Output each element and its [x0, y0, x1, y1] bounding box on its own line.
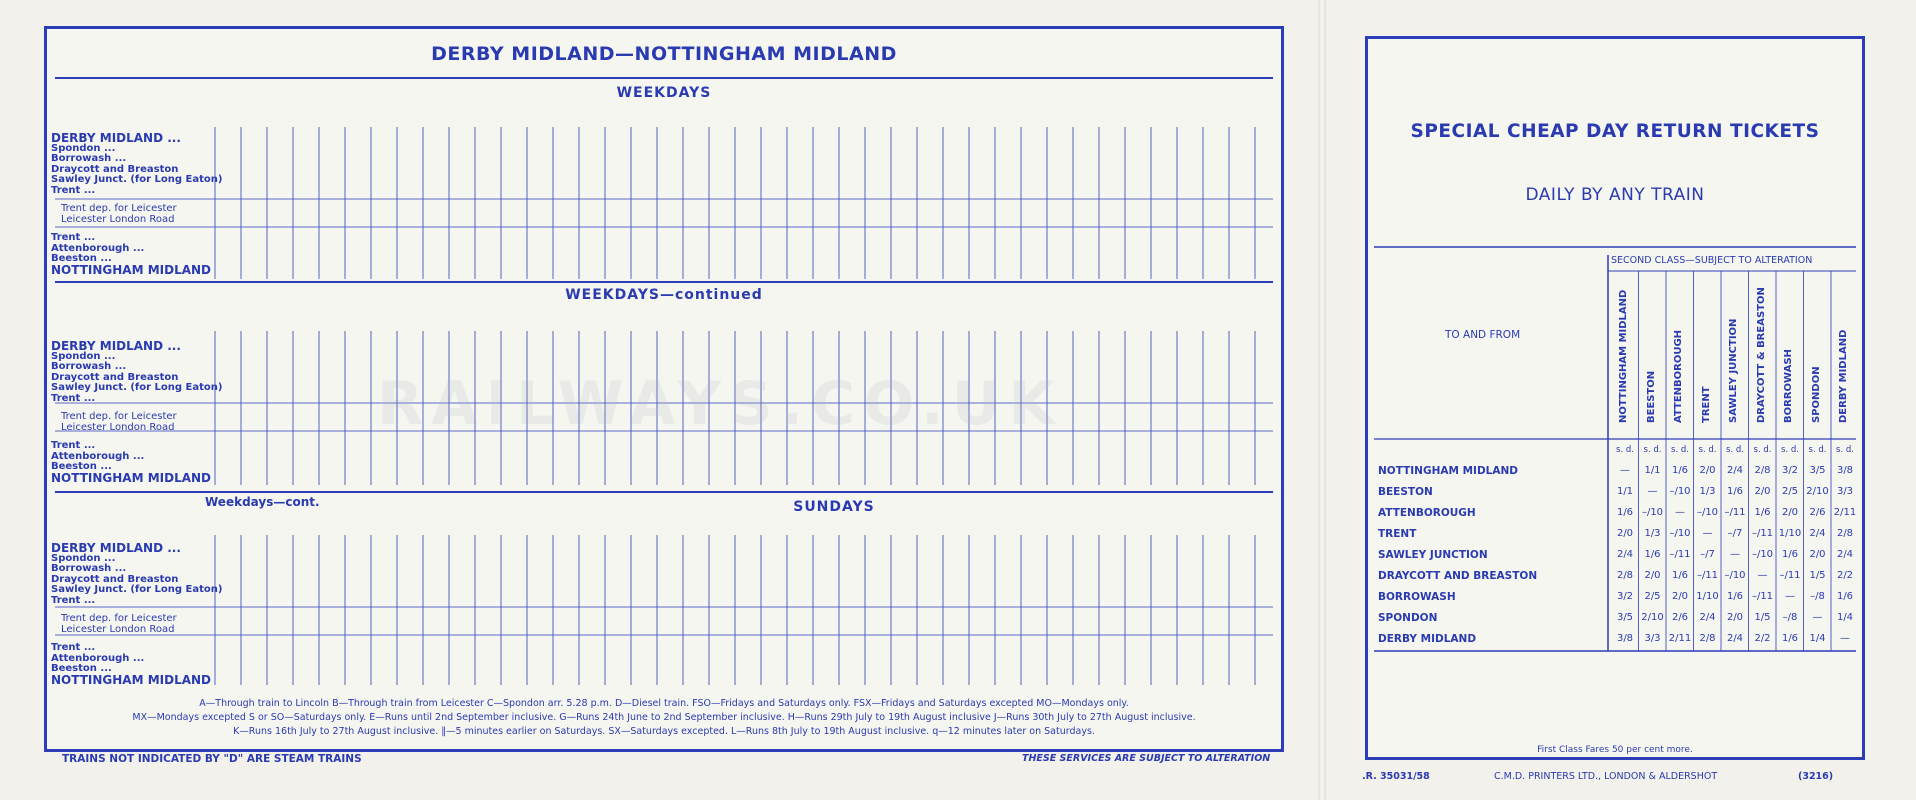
to-and-from-label: TO AND FROM — [1445, 329, 1521, 341]
station-label: Draycott and Breaston — [51, 163, 179, 175]
station-label: Borrowash ... — [51, 153, 127, 164]
fare-column-header: DRAYCOTT & BREASTON — [1755, 287, 1767, 423]
fare-cell: –/10 — [1696, 507, 1719, 518]
fare-cell: –/11 — [1779, 570, 1801, 581]
fare-cell: 2/4 — [1616, 549, 1634, 560]
fare-row-station: BORROWASH — [1378, 591, 1456, 603]
fare-cell: 2/10 — [1806, 486, 1829, 497]
fare-row-station: DRAYCOTT AND BREASTON — [1378, 570, 1538, 582]
station-label: Leicester London Road — [61, 623, 175, 635]
station-label: Draycott and Breaston — [51, 371, 179, 383]
fare-cell: 2/6 — [1671, 612, 1689, 623]
reference-number: .R. 35031/58 — [1362, 771, 1430, 782]
currency-unit-label: s. d. — [1753, 445, 1772, 455]
fare-cell: 2/0 — [1754, 486, 1771, 497]
fare-cell: 2/4 — [1726, 633, 1744, 644]
fare-column-header: SAWLEY JUNCTION — [1728, 318, 1739, 423]
fare-cell: 3/5 — [1616, 612, 1634, 623]
fare-cell: — — [1647, 486, 1658, 497]
fare-cell: –/10 — [1751, 549, 1774, 560]
fare-row-station: ATTENBOROUGH — [1378, 507, 1476, 519]
sundays-heading: SUNDAYS — [793, 499, 875, 515]
fare-row-station: SAWLEY JUNCTION — [1378, 549, 1488, 561]
fare-cell: –/11 — [1669, 549, 1691, 560]
fare-cell: 1/6 — [1671, 465, 1689, 476]
station-label: DERBY MIDLAND ... — [51, 131, 181, 145]
timetable-panel — [44, 26, 1284, 752]
currency-unit-label: s. d. — [1726, 445, 1744, 455]
station-label: Leicester London Road — [61, 213, 175, 225]
fare-cell: –/8 — [1782, 612, 1798, 623]
fare-column-header: BORROWASH — [1783, 349, 1794, 423]
print-code: (3216) — [1798, 771, 1834, 782]
fare-cell: 2/4 — [1699, 612, 1716, 623]
station-label: NOTTINGHAM MIDLAND — [51, 262, 212, 277]
fare-cell: 1/4 — [1809, 633, 1826, 644]
fare-column-header: NOTTINGHAM MIDLAND — [1618, 289, 1629, 423]
fare-cell: –/8 — [1810, 591, 1825, 602]
paper-fold — [1318, 0, 1326, 800]
fare-cell: 1/10 — [1778, 528, 1802, 539]
fare-cell: 3/8 — [1836, 465, 1854, 476]
fare-cell: –/11 — [1751, 528, 1774, 539]
steam-trains-note: TRAINS NOT INDICATED BY "D" ARE STEAM TRAINS — [62, 753, 362, 765]
weekdays-cont-heading: Weekdays—cont. — [205, 495, 320, 509]
fare-cell: –/10 — [1724, 570, 1746, 581]
fare-cell: 3/8 — [1616, 633, 1634, 644]
fare-cell: 1/6 — [1644, 549, 1661, 560]
fare-cell: 1/1 — [1616, 486, 1634, 497]
fare-column-header: ATTENBOROUGH — [1673, 329, 1684, 423]
fare-column-header: BEESTON — [1645, 370, 1657, 423]
fare-cell: 1/6 — [1726, 486, 1744, 497]
fare-row-station: DERBY MIDLAND — [1378, 633, 1477, 645]
fares-panel — [1365, 36, 1865, 760]
alteration-note: THESE SERVICES ARE SUBJECT TO ALTERATION — [1022, 753, 1271, 764]
station-label: Sawley Junct. (for Long Eaton) — [51, 382, 223, 393]
fare-cell: 2/4 — [1726, 465, 1744, 476]
fare-cell: –/7 — [1700, 549, 1715, 560]
fare-cell: 2/0 — [1616, 528, 1634, 539]
station-label: Beeston ... — [51, 461, 112, 472]
footnote-line: A—Through train to Lincoln B—Through train from Leicester C—Spondon arr. 5.28 p.m. D—Diesel train. FSO—Fridays and Saturdays only. FSX—Fridays and Saturdays excepted MO—Mondays only. — [199, 698, 1129, 709]
station-label: Trent ... — [51, 392, 96, 404]
currency-unit-label: s. d. — [1836, 445, 1854, 455]
fare-cell: 2/4 — [1809, 528, 1826, 539]
currency-unit-label: s. d. — [1671, 445, 1689, 455]
fare-cell: 1/3 — [1699, 486, 1716, 497]
fare-cell: 2/5 — [1781, 486, 1799, 497]
fare-cell: 2/8 — [1754, 465, 1771, 476]
second-class-header: SECOND CLASS—SUBJECT TO ALTERATION — [1611, 255, 1813, 266]
station-label: Spondon ... — [51, 142, 116, 154]
fare-cell: 1/10 — [1696, 591, 1719, 602]
fare-cell: 2/2 — [1836, 570, 1854, 581]
fare-cell: 2/0 — [1644, 570, 1661, 581]
fare-cell: 2/11 — [1833, 507, 1857, 518]
fares-subtitle: DAILY BY ANY TRAIN — [1525, 185, 1705, 205]
station-label: Sawley Junct. (for Long Eaton) — [51, 174, 223, 185]
station-label: Beeston ... — [51, 253, 112, 264]
fare-cell: — — [1812, 612, 1823, 623]
station-label: Spondon ... — [51, 552, 116, 564]
station-label: Trent ... — [51, 232, 96, 243]
fare-cell: 2/0 — [1809, 549, 1826, 560]
fare-cell: 1/1 — [1644, 465, 1661, 476]
station-label: NOTTINGHAM MIDLAND — [51, 672, 212, 687]
station-label: Trent dep. for Leicester — [61, 613, 177, 624]
fare-cell: –/10 — [1641, 507, 1664, 518]
station-label: Trent ... — [51, 642, 96, 653]
fare-column-header: SPONDON — [1810, 366, 1822, 423]
fare-row-station: SPONDON — [1378, 612, 1438, 624]
timetable-title: DERBY MIDLAND—NOTTINGHAM MIDLAND — [431, 43, 897, 65]
currency-unit-label: s. d. — [1698, 445, 1717, 455]
fare-cell: 1/3 — [1644, 528, 1661, 539]
station-label: Draycott and Breaston — [51, 573, 179, 585]
fare-cell: — — [1730, 549, 1740, 560]
station-label: Borrowash ... — [51, 563, 127, 574]
fare-cell: 2/6 — [1809, 507, 1826, 518]
fare-cell: –/10 — [1669, 486, 1691, 497]
fare-cell: 1/5 — [1754, 612, 1771, 623]
footnotes — [67, 697, 1261, 739]
fare-cell: 3/2 — [1781, 465, 1799, 476]
station-label: DERBY MIDLAND ... — [51, 541, 181, 555]
watermark: RAILWAYS.CO.UK — [377, 369, 1063, 439]
station-label: NOTTINGHAM MIDLAND — [51, 470, 212, 485]
fare-column-header: DERBY MIDLAND — [1838, 329, 1849, 423]
fare-cell: 3/3 — [1644, 633, 1661, 644]
footnote-line: K—Runs 16th July to 27th August inclusive. ‖—5 minutes earlier on Saturdays. SX—Saturdays excepted. L—Runs 8th July to 19th August inclusive. q—12 minutes later on Saturdays. — [233, 726, 1095, 737]
fare-cell: 3/3 — [1836, 486, 1854, 497]
fare-cell: — — [1785, 591, 1795, 602]
fare-cell: 2/0 — [1699, 465, 1716, 476]
fare-cell: 1/6 — [1726, 591, 1744, 602]
fare-cell: 2/11 — [1668, 633, 1692, 644]
fare-cell: 2/8 — [1699, 633, 1716, 644]
fare-cell: 2/2 — [1754, 633, 1771, 644]
fare-cell: — — [1675, 507, 1685, 518]
station-label: Attenborough ... — [51, 652, 145, 664]
fare-row-station: BEESTON — [1378, 486, 1433, 498]
fare-cell: 3/2 — [1616, 591, 1634, 602]
footnote-line: MX—Mondays excepted S or SO—Saturdays only. E—Runs until 2nd September inclusive. G—Runs 24th June to 2nd September inclusive. H—Runs 29th July to 19th August inclusive J—Runs 30th July to 27th August inclusive. — [132, 712, 1196, 723]
weekdays-continued-heading: WEEKDAYS—continued — [565, 287, 763, 303]
station-label: Trent ... — [51, 594, 96, 606]
fare-cell: 2/8 — [1836, 528, 1854, 539]
fare-cell: 2/0 — [1781, 507, 1799, 518]
first-class-note: First Class Fares 50 per cent more. — [1537, 745, 1693, 755]
fare-cell: 2/8 — [1616, 570, 1634, 581]
station-label: Trent ... — [51, 440, 96, 451]
fare-column-header: TRENT — [1700, 386, 1712, 423]
currency-unit-label: s. d. — [1781, 445, 1799, 455]
fare-cell: — — [1702, 528, 1713, 539]
fare-cell: 1/6 — [1781, 549, 1799, 560]
fare-cell: –/11 — [1724, 507, 1746, 518]
fare-cell: — — [1757, 570, 1768, 581]
currency-unit-label: s. d. — [1808, 445, 1827, 455]
fare-cell: 1/5 — [1809, 570, 1826, 581]
currency-unit-label: s. d. — [1616, 445, 1634, 455]
fare-cell: 2/0 — [1671, 591, 1689, 602]
fare-cell: 2/4 — [1836, 549, 1854, 560]
station-label: Attenborough ... — [51, 450, 145, 462]
fare-cell: 2/0 — [1726, 612, 1744, 623]
fare-cell: –/11 — [1751, 591, 1774, 602]
fare-cell: –/10 — [1669, 528, 1691, 539]
fare-cell: 1/4 — [1836, 612, 1854, 623]
printer-name: C.M.D. PRINTERS LTD., LONDON & ALDERSHOT — [1494, 771, 1718, 782]
fare-cell: 1/6 — [1754, 507, 1771, 518]
fare-cell: –/7 — [1727, 528, 1743, 539]
fare-cell: 2/5 — [1644, 591, 1661, 602]
station-label: Borrowash ... — [51, 361, 127, 372]
fare-row-station: NOTTINGHAM MIDLAND — [1378, 465, 1519, 477]
fare-cell: 1/6 — [1836, 591, 1854, 602]
currency-unit-label: s. d. — [1643, 445, 1662, 455]
station-label: Attenborough ... — [51, 242, 145, 254]
station-label: Leicester London Road — [61, 421, 175, 433]
station-label: DERBY MIDLAND ... — [51, 339, 181, 353]
fare-row-station: TRENT — [1378, 528, 1417, 540]
fare-cell: 3/5 — [1809, 465, 1826, 476]
fare-cell: 2/10 — [1641, 612, 1664, 623]
station-label: Spondon ... — [51, 350, 116, 362]
weekdays-heading: WEEKDAYS — [616, 85, 712, 101]
fare-cell: 1/6 — [1781, 633, 1799, 644]
station-label: Trent ... — [51, 184, 96, 196]
fare-cell: — — [1620, 465, 1630, 476]
fare-cell: 1/6 — [1616, 507, 1634, 518]
station-label: Beeston ... — [51, 663, 112, 674]
station-label: Trent dep. for Leicester — [61, 203, 177, 214]
fare-cell: — — [1840, 633, 1850, 644]
station-label: Trent dep. for Leicester — [61, 411, 177, 422]
fare-cell: –/11 — [1696, 570, 1719, 581]
fares-title: SPECIAL CHEAP DAY RETURN TICKETS — [1410, 121, 1820, 142]
fare-cell: 1/6 — [1671, 570, 1689, 581]
station-label: Sawley Junct. (for Long Eaton) — [51, 584, 223, 595]
